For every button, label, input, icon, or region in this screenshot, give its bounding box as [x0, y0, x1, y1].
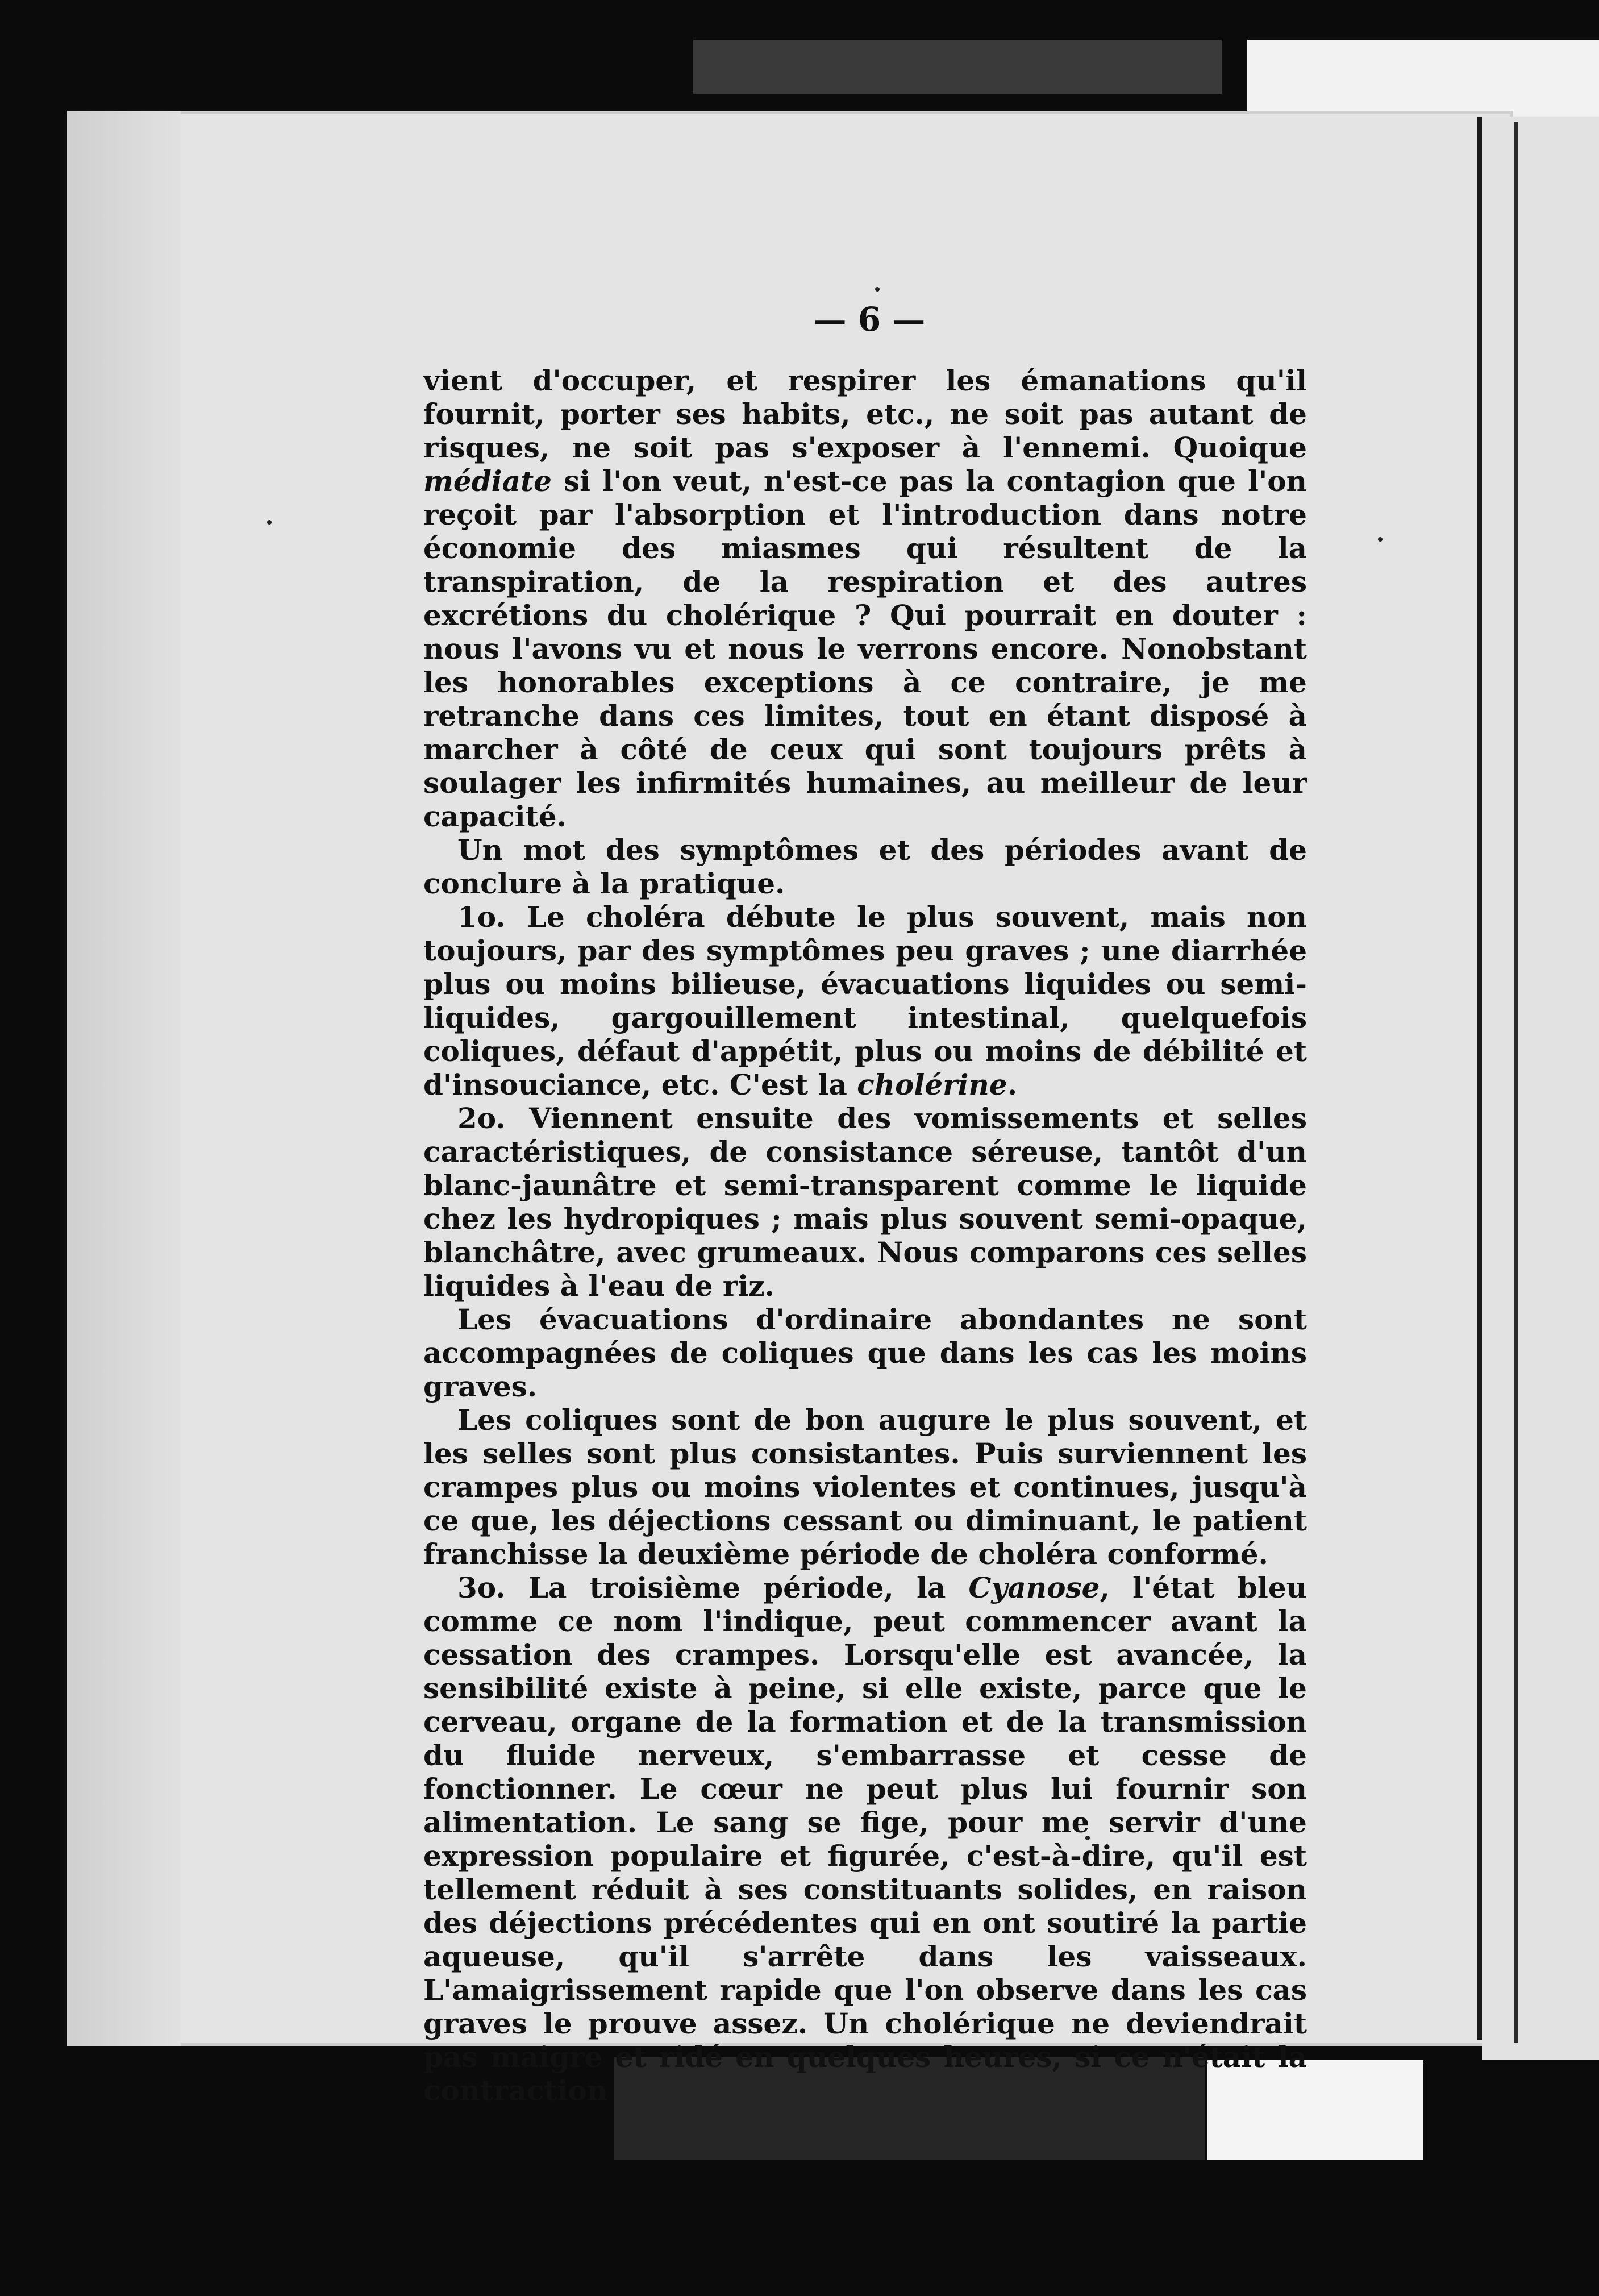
- text-run: Les coliques sont de bon augure le plus souvent, et les selles sont plus consistantes. Puis surviennent les crampes plus ou moins violentes et continues, jusqu'à ce que, les déjections cessant ou diminuant, le patient franchisse la deuxième période de choléra conformé.: [423, 1403, 1307, 1571]
- body-text: [423, 364, 1307, 2107]
- scanner-background-strip: [693, 40, 1222, 94]
- paragraph: [423, 1101, 1307, 1303]
- text-run: .: [1007, 1068, 1018, 1101]
- text-run: 3o. La troisième période, la: [457, 1571, 969, 1604]
- page-number: — 6 —: [813, 300, 926, 339]
- italic-term: médiate: [423, 464, 552, 498]
- page-gutter: [67, 111, 181, 2046]
- text-run: Les évacuations d'ordinaire abondantes ne sont accompagnées de coliques que dans les cas les moins graves.: [423, 1303, 1307, 1403]
- paragraph: [423, 1403, 1307, 1571]
- italic-term: Cyanose: [968, 1571, 1100, 1604]
- text-run: , l'état bleu comme ce nom l'indique, peut commencer avant la cessation des crampes. Lorsqu'elle est avancée, la sensibilité existe à peine, si elle existe, parce que le cerveau, organe de la formation et de la transmission du fluide nerveux, s'embarrasse et cesse de fonctionner. Le cœur ne peut plus lui fournir son alimentation. Le sang se fige, pour me servir d'une expression populaire et figurée, c'est-à-dire, qu'il est tellement réduit à ses constituants solides, en raison des déjections précédentes qui en ont soutiré la partie aqueuse, qu'il s'arrête dans les vaisseaux. L'amaigrissement rapide que l'on observe dans les cas graves le prouve assez. Un cholérique ne deviendrait pas maigre et ridé en quelques heures, si ce n'était la contraction: [423, 1571, 1307, 2107]
- paragraph: [423, 833, 1307, 900]
- paragraph: [423, 1571, 1307, 2107]
- right-page: [1482, 117, 1599, 2060]
- ink-speck: [267, 520, 272, 525]
- ink-speck: [1378, 537, 1383, 542]
- text-run: Un mot des symptômes et des périodes avant de conclure à la pratique.: [423, 833, 1307, 900]
- italic-term: cholérine: [857, 1068, 1007, 1101]
- paragraph: [423, 1303, 1307, 1403]
- ink-speck: [875, 287, 880, 292]
- text-run: vient d'occuper, et respirer les émanations qu'il fournit, porter ses habits, etc., ne soit pas autant de risques, ne soit pas s'exposer à l'ennemi. Quoique: [423, 364, 1307, 464]
- paragraph: [423, 900, 1307, 1101]
- paragraph: [423, 364, 1307, 833]
- scanner-paper-tab-top: [1247, 40, 1599, 117]
- text-run: 1o. Le choléra débute le plus souvent, mais non toujours, par des symptômes peu graves ; une diarrhée plus ou moins bilieuse, évacuations liquides ou semi-liquides, gargouillement intestinal, quelquefois coliques, défaut d'appétit, plus ou moins de débilité et d'insouciance, etc. C'est la: [423, 900, 1307, 1101]
- text-run: si l'on veut, n'est-ce pas la contagion que l'on reçoit par l'absorption et l'introduction dans notre économie des miasmes qui résultent de la transpiration, de la respiration et des autres excrétions du cholérique ? Qui pourrait en douter : nous l'avons vu et nous le verrons encore. Nonobstant les honorables exceptions à ce contraire, je me retranche dans ces limites, tout en étant disposé à marcher à côté de ceux qui sont toujours prêts à soulager les infirmités humaines, au meilleur de leur capacité.: [423, 464, 1307, 833]
- text-run: 2o. Viennent ensuite des vomissements et selles caractéristiques, de consistance séreuse, tantôt d'un blanc-jaunâtre et semi-transparent comme le liquide chez les hydropiques ; mais plus souvent semi-opaque, blanchâtre, avec grumeaux. Nous comparons ces selles liquides à l'eau de riz.: [423, 1101, 1307, 1303]
- page-fold: [1477, 117, 1482, 2040]
- right-page-edge: [1514, 122, 1518, 2043]
